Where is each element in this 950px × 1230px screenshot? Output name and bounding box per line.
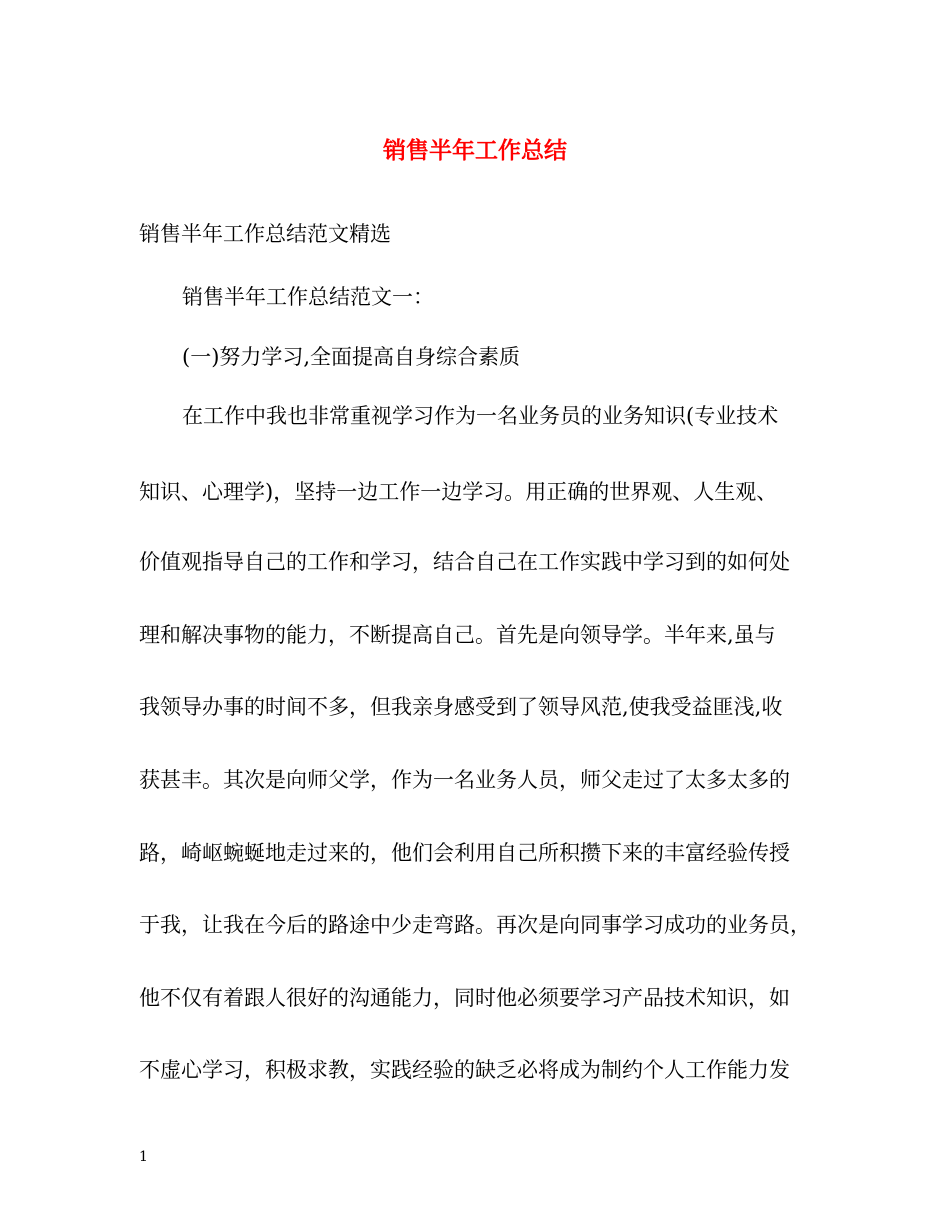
body-line: 价值观指导自己的工作和学习，结合自己在工作实践中学习到的如何处: [139, 550, 790, 574]
body-line: 获甚丰。其次是向师父学，作为一名业务人员，师父走过了太多太多的: [139, 768, 790, 792]
body-line: 理和解决事物的能力，不断提高自己。首先是向领导学。半年来,虽与: [139, 623, 776, 647]
body-line: 在工作中我也非常重视学习作为一名业务员的业务知识(专业技术: [182, 404, 779, 428]
body-line: 他不仅有着跟人很好的沟通能力，同时他必须要学习产品技术知识，如: [139, 986, 790, 1010]
body-line: 路，崎岖蜿蜒地走过来的，他们会利用自己所积攒下来的丰富经验传授: [139, 841, 790, 865]
body-line: 我领导办事的时间不多，但我亲身感受到了领导风范,使我受益匪浅,收: [139, 695, 783, 719]
body-line: 不虚心学习，积极求教，实践经验的缺乏必将成为制约个人工作能力发: [139, 1058, 790, 1082]
sub-heading: (一)努力学习,全面提高自身综合素质: [182, 345, 521, 369]
document-subtitle: 销售半年工作总结范文精选: [139, 222, 391, 246]
section-heading: 销售半年工作总结范文一：: [182, 285, 434, 309]
page-number: 1: [139, 1149, 148, 1165]
body-line: 知识、心理学)，坚持一边工作一边学习。用正确的世界观、人生观、: [139, 480, 778, 504]
document-title: 销售半年工作总结: [383, 137, 567, 164]
body-line: 于我，让我在今后的路途中少走弯路。再次是向同事学习成功的业务员，: [139, 913, 811, 937]
